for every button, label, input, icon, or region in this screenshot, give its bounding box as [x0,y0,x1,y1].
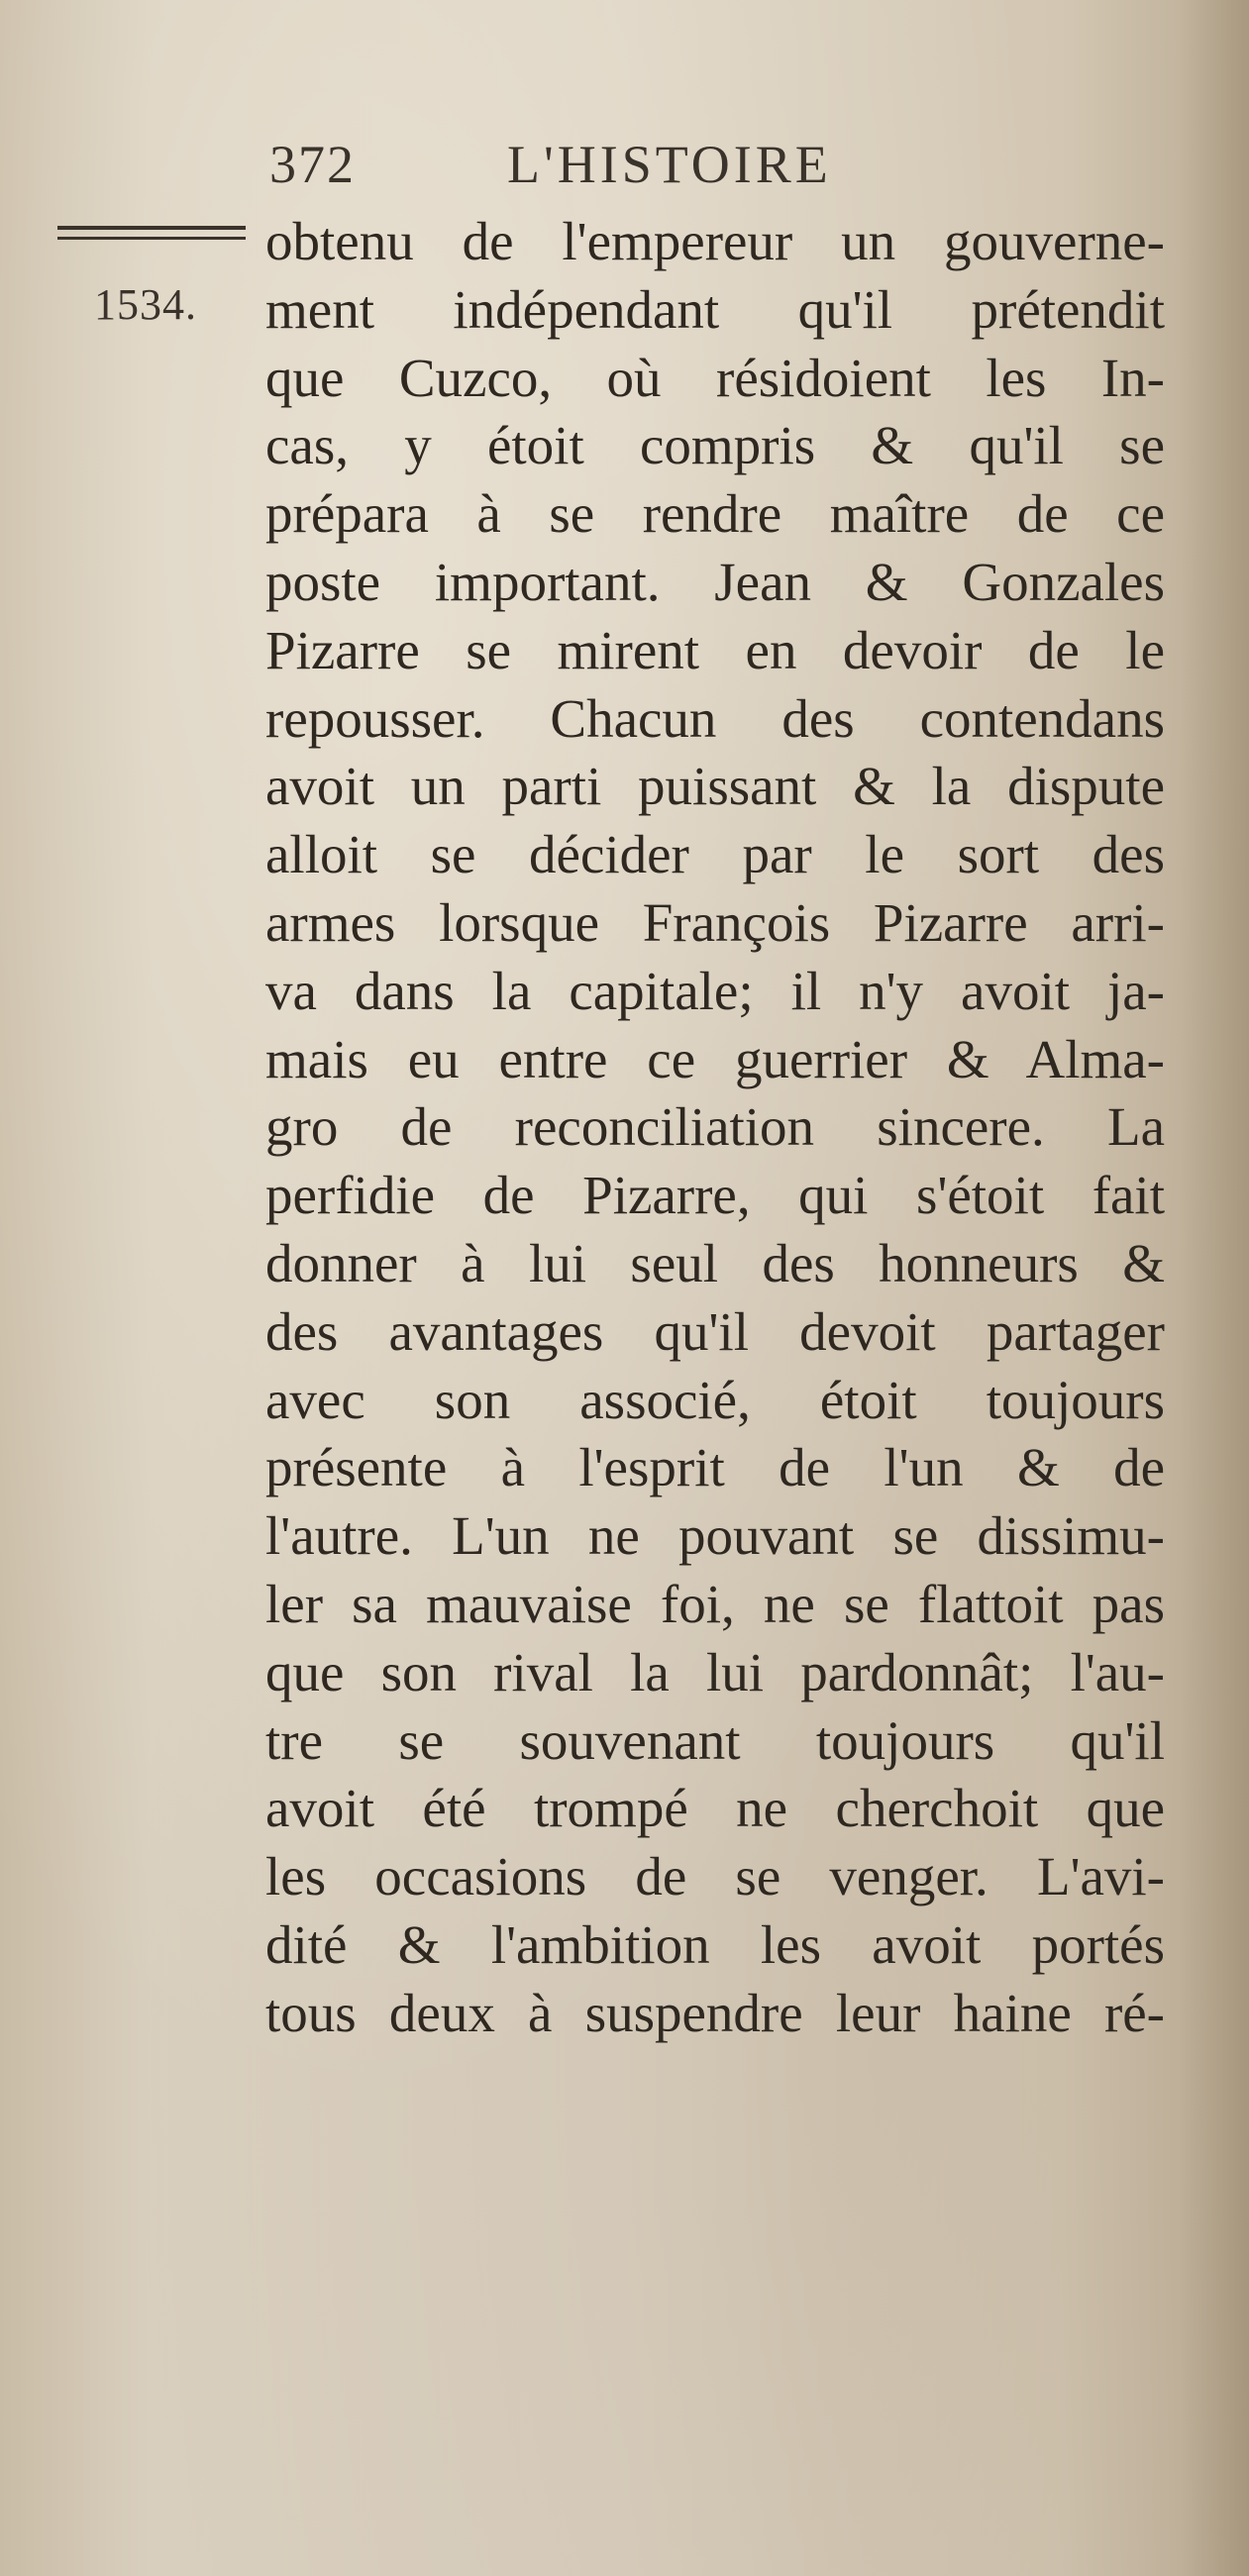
page-number: 372 [269,135,356,194]
text-line: que Cuzco, où résidoient les In- [265,347,1165,408]
text-line: prépara à se rendre maître de ce [265,483,1165,545]
text-line: avoit été trompé ne cherchoit que [265,1778,1165,1839]
text-line: repousser. Chacun des contendans [265,687,1165,749]
header-title: L'HISTOIRE [507,135,832,194]
text-line: présente à l'esprit de l'un & de [265,1437,1165,1498]
text-line: des avantages qu'il devoit partager [265,1300,1165,1362]
text-line: que son rival la lui pardonnât; l'au- [265,1641,1165,1702]
text-line: cas, y étoit compris & qu'il se [265,415,1165,476]
text-line: perfidie de Pizarre, qui s'étoit fait [265,1165,1165,1226]
text-line: dité & l'ambition les avoit portés [265,1913,1165,1975]
text-line: tre se souvenant toujours qu'il [265,1709,1165,1771]
text-line: poste important. Jean & Gonzales [265,551,1165,612]
text-line: l'autre. L'un ne pouvant se dissimu- [265,1505,1165,1567]
text-line: tous deux à suspendre leur haine ré- [265,1982,1165,2043]
text-line: donner à lui seul des honneurs & [265,1232,1165,1293]
text-line: ment indépendant qu'il prétendit [265,278,1165,340]
body-text [265,208,1165,2048]
text-line: alloit se décider par le sort des [265,824,1165,885]
text-line: avoit un parti puissant & la dispute [265,756,1165,817]
page-edge-shadow [1180,0,1249,2576]
text-line: armes lorsque François Pizarre arri- [265,891,1165,953]
text-line: gro de reconciliation sincere. La [265,1096,1165,1158]
text-line: avec son associé, étoit toujours [265,1369,1165,1430]
text-line: les occasions de se venger. L'avi- [265,1846,1165,1907]
text-line: obtenu de l'empereur un gouverne- [265,211,1165,271]
margin-rule [57,226,246,240]
text-line: Pizarre se mirent en devoir de le [265,619,1165,680]
margin-year: 1534. [94,280,197,329]
running-head [269,134,1062,203]
text-line: va dans la capitale; il n'y avoit ja- [265,960,1165,1021]
text-line: ler sa mauvaise foi, ne se flattoit pas [265,1573,1165,1634]
text-line: mais eu entre ce guerrier & Alma- [265,1028,1165,1089]
